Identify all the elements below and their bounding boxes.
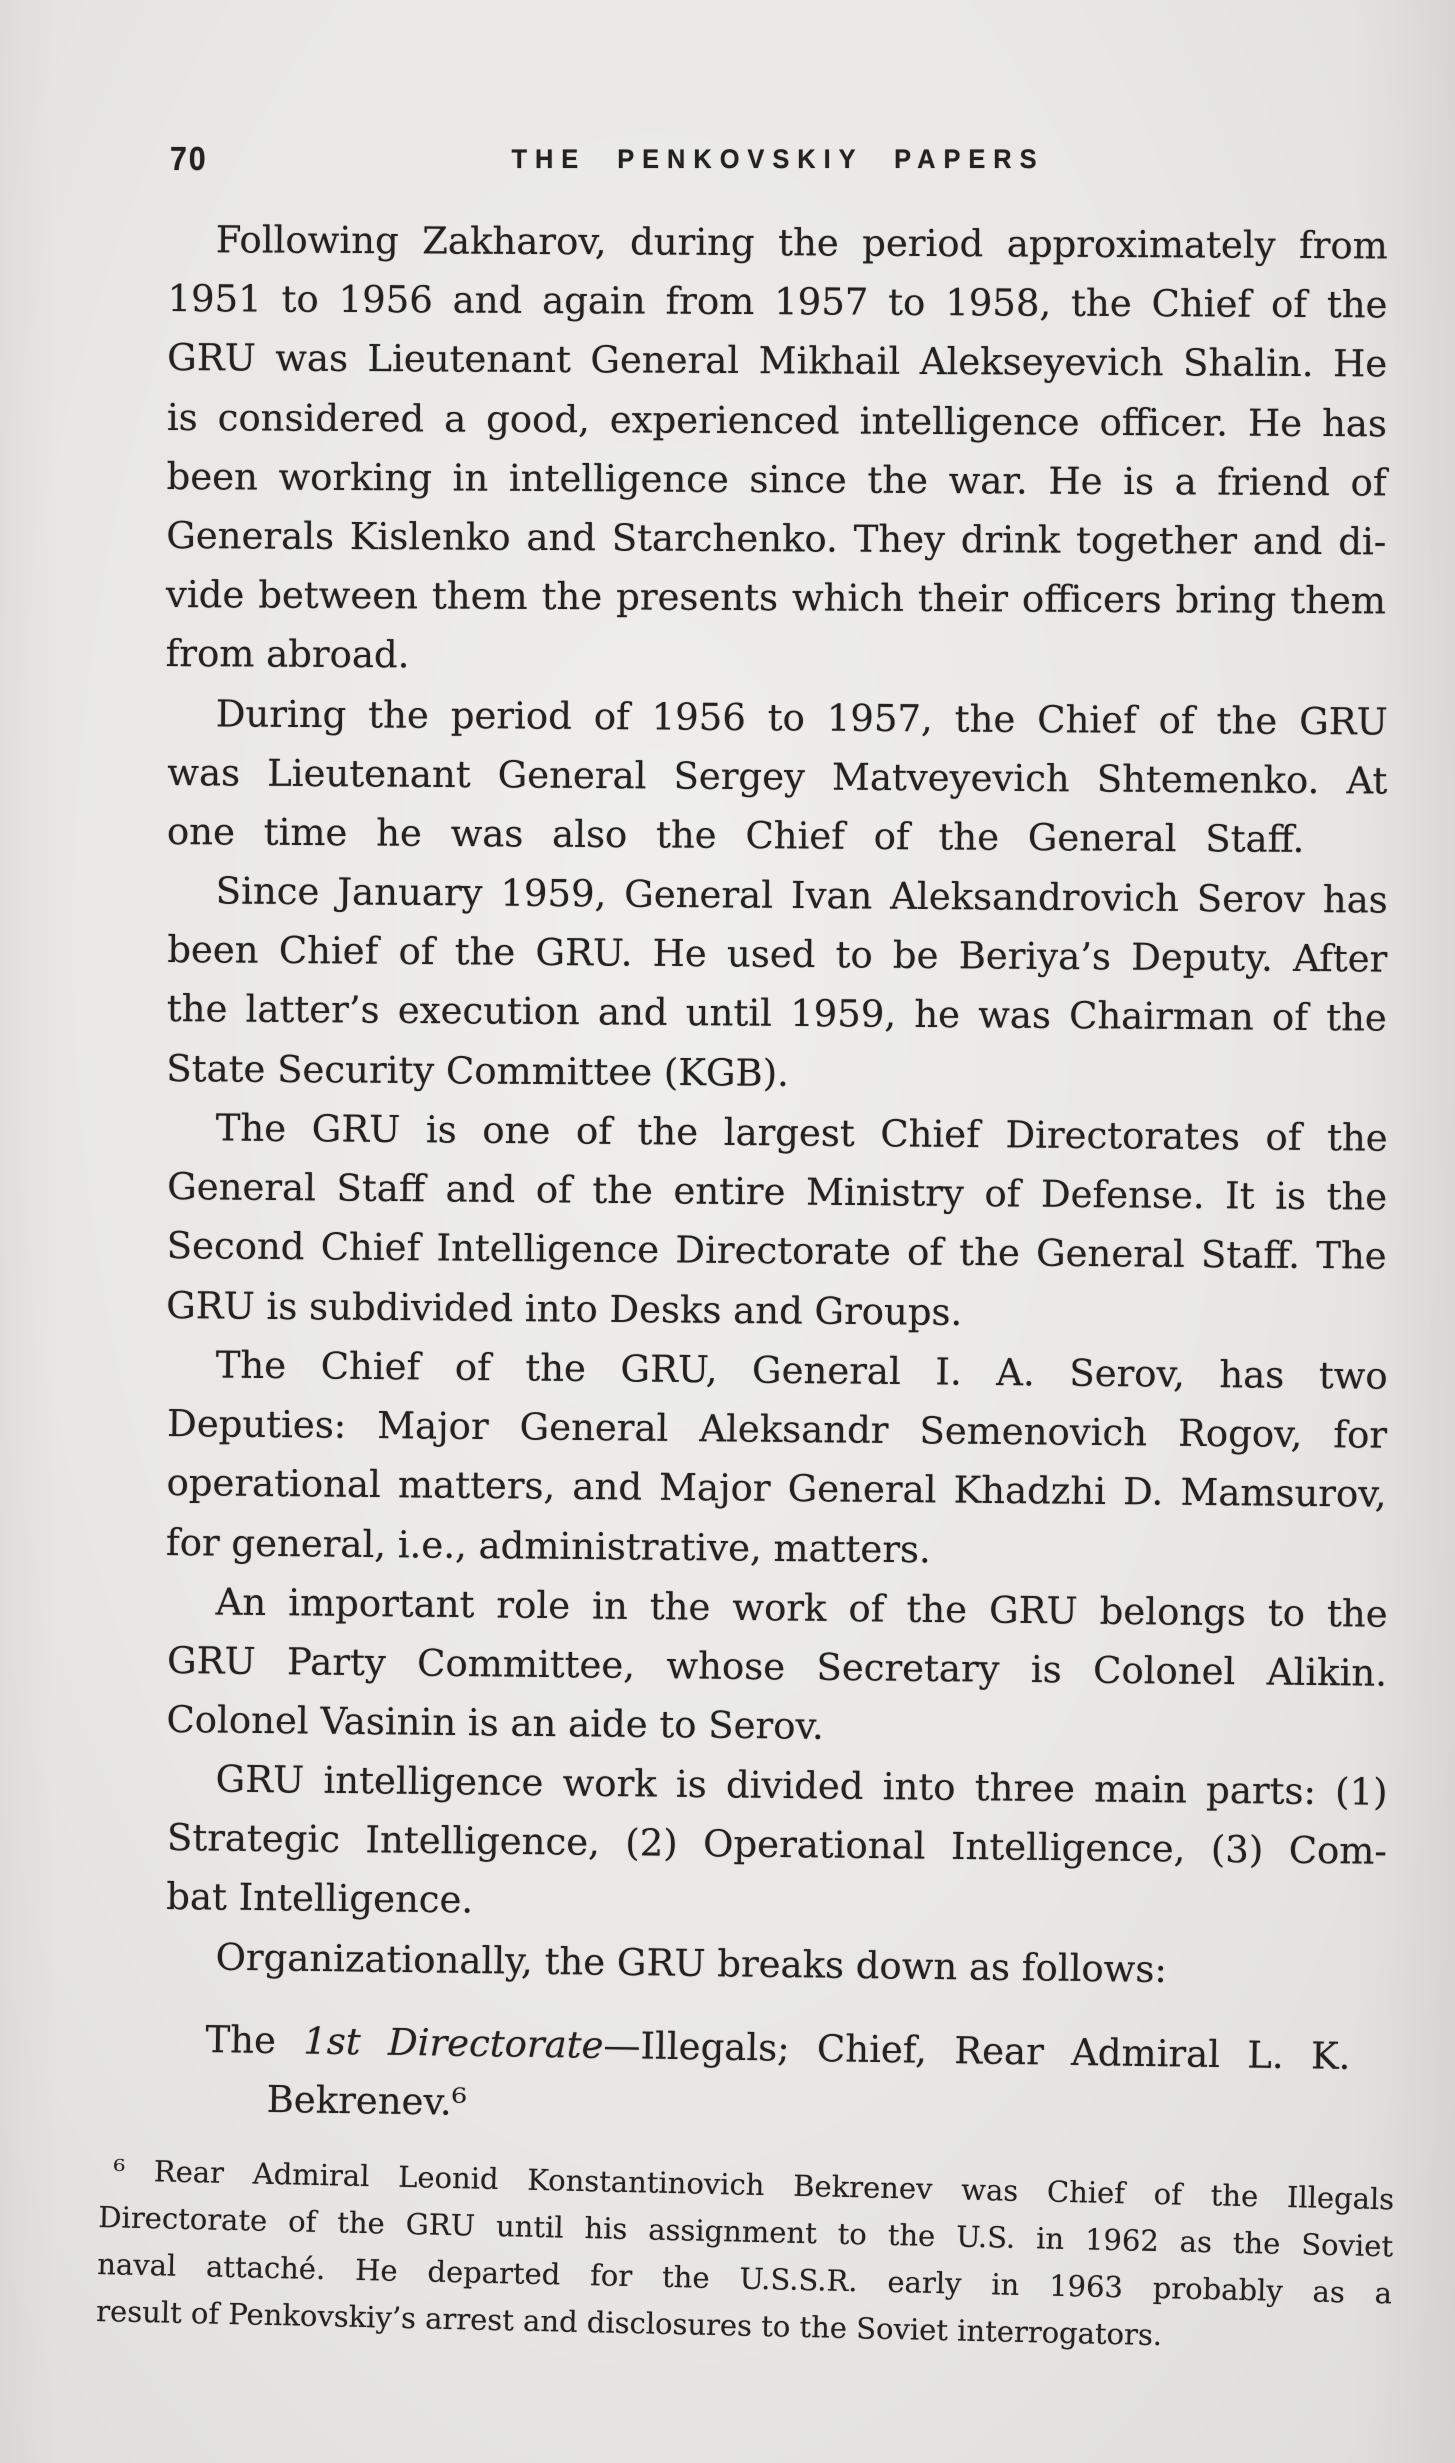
footnote-line: naval attaché. He departed for the U.S.S.R. early in 1963 probably as a xyxy=(96,2246,1393,2311)
text-line: vide between them the presents which their officers bring them xyxy=(165,573,1387,623)
text-line: 1951 to 1956 and again from 1957 to 1958, the Chief of the xyxy=(167,277,1388,327)
paragraph xyxy=(166,1098,1388,1345)
body-text xyxy=(165,210,1388,1991)
paragraph xyxy=(166,210,1388,690)
text-line: Generals Kislenko and Starchenko. They drink together and di- xyxy=(166,514,1387,564)
entry-rest: —Illegals; Chief, Rear Admiral L. K. xyxy=(603,2023,1351,2078)
text-line: GRU intelligence work is divided into three main parts: (1) xyxy=(215,1757,1388,1815)
text-line: for general, i.e., administrative, matters. xyxy=(165,1520,931,1571)
text-line: Since January 1959, General Ivan Aleksandrovich Serov has xyxy=(215,869,1388,922)
page-number: 70 xyxy=(170,140,208,177)
text-line: Organizationally, the GRU breaks down as follows: xyxy=(215,1935,1168,1991)
text-line: is considered a good, experienced intelligence officer. He has xyxy=(166,395,1388,445)
running-title: THE PENKOVSKIY PAPERS xyxy=(511,144,1045,174)
text-line: was Lieutenant General Sergey Matveyevich Shtemenko. At xyxy=(167,750,1388,803)
text-line: Deputies: Major General Aleksandr Semenovich Rogov, for xyxy=(166,1402,1388,1457)
text-line: Strategic Intelligence, (2) Operational Intelligence, (3) Com- xyxy=(166,1816,1388,1874)
text-line: An important role in the work of the GRU belongs to the xyxy=(215,1580,1388,1636)
paragraph xyxy=(167,684,1388,870)
text-line: Second Chief Intelligence Directorate of the General Staff. The xyxy=(166,1224,1387,1279)
text-line: During the period of 1956 to 1957, the Chief of the GRU xyxy=(215,691,1388,744)
text-line: from abroad. xyxy=(165,632,410,677)
text-line: Following Zakharov, during the period approximately from xyxy=(215,218,1388,268)
footnote-line: result of Penkovskiy’s arrest and disclosures to the Soviet interrogators. xyxy=(95,2293,1163,2353)
text-line: bat Intelligence. xyxy=(166,1875,474,1923)
paragraph xyxy=(166,1335,1388,1584)
paragraph xyxy=(166,861,1388,1107)
text-line: The Chief of the GRU, General I. A. Serov, has two xyxy=(215,1343,1388,1398)
footnote-line: Directorate of the GRU until his assignment to the U.S. in 1962 as the Soviet xyxy=(98,2199,1394,2264)
text-line: one time he was also the Chief of the General Staff. xyxy=(166,810,1305,861)
text-line: operational matters, and Major General Khadzhi D. Mamsurov, xyxy=(166,1461,1387,1516)
text-line: GRU was Lieutenant General Mikhail Alekseyevich Shalin. He xyxy=(167,336,1388,386)
paragraph xyxy=(166,1749,1388,1940)
text-line: the latter’s execution and until 1959, he was Chairman of the xyxy=(166,987,1387,1041)
text-line: GRU Party Committee, whose Secretary is Colonel Alikin. xyxy=(166,1638,1388,1695)
paragraph xyxy=(166,1572,1388,1762)
text-line: State Security Committee (KGB). xyxy=(166,1046,790,1095)
text-line: been Chief of the GRU. He used to be Beriya’s Deputy. After xyxy=(167,928,1388,982)
text-line: Bekrenev.⁶ xyxy=(266,2078,467,2125)
footnote xyxy=(96,2147,1395,2364)
text-line: General Staff and of the entire Ministry of Defense. It is the xyxy=(167,1165,1388,1219)
directorate-entry xyxy=(204,2010,1351,2145)
entry-lead: The xyxy=(205,2017,304,2063)
text-line: been working in intelligence since the war. He is a friend of xyxy=(166,454,1387,505)
footnote-line: ⁶ Rear Admiral Leonid Konstantinovich Bekrenev was Chief of the Illegals xyxy=(113,2153,1395,2217)
text-line: The GRU is one of the largest Chief Directorates of the xyxy=(215,1106,1388,1160)
running-head xyxy=(168,138,1388,182)
text-line: Colonel Vasinin is an aide to Serov. xyxy=(166,1698,824,1748)
text-line: GRU is subdivided into Desks and Groups. xyxy=(166,1283,963,1334)
entry-directorate-name: 1st Directorate xyxy=(302,2019,604,2067)
